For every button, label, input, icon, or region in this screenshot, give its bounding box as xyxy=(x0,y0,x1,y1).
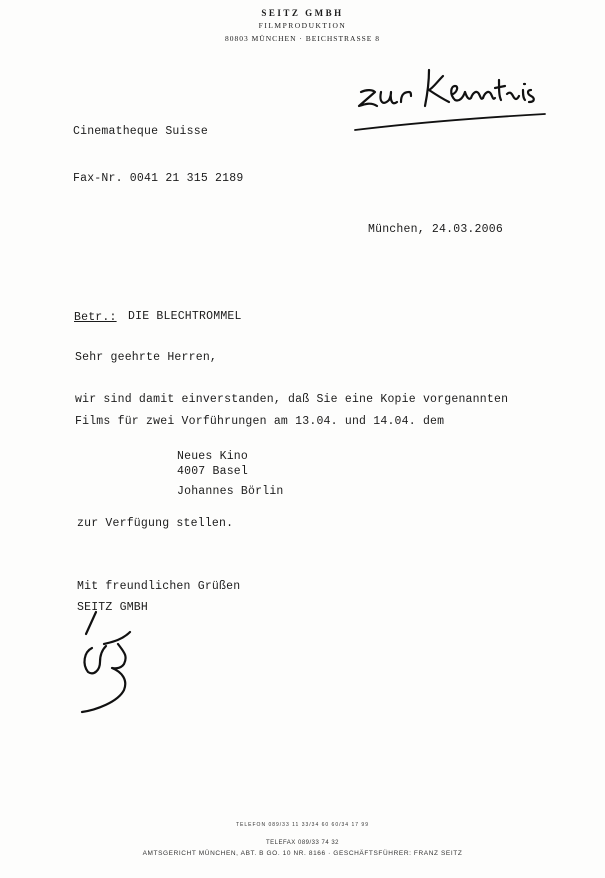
closing-company: SEITZ GMBH xyxy=(77,601,149,614)
footer-register: AMTSGERICHT MÜNCHEN, ABT. B GO. 10 NR. 8166 · GESCHÄFTSFÜHRER: FRANZ SEITZ xyxy=(142,850,463,857)
letterhead-subtitle: FILMPRODUKTION xyxy=(258,21,347,30)
recipient-name: Cinematheque Suisse xyxy=(73,125,208,138)
footer-telefax: TELEFAX 089/33 74 32 xyxy=(265,840,340,846)
subject-title: DIE BLECHTROMMEL xyxy=(128,310,242,323)
closing-greeting: Mit freundlichen Grüßen xyxy=(77,580,241,593)
subject-label: Betr.: xyxy=(74,311,117,324)
footer-telephone: TELEFON 089/33 11 33/34 60 60/34 17 99 xyxy=(236,822,369,828)
address-line-city: 4007 Basel xyxy=(177,465,249,478)
address-line-person: Johannes Börlin xyxy=(177,485,284,498)
body-line-2: Films für zwei Vorführungen am 13.04. und 14.04. dem xyxy=(75,415,445,428)
address-line-venue: Neues Kino xyxy=(177,450,249,463)
handwritten-note xyxy=(345,62,555,142)
body-closing-line: zur Verfügung stellen. xyxy=(77,517,234,530)
date-line: München, 24.03.2006 xyxy=(368,223,503,236)
recipient-fax: Fax-Nr. 0041 21 315 2189 xyxy=(73,172,244,185)
letterhead-company: SEITZ GMBH xyxy=(261,8,344,18)
signature xyxy=(78,612,158,712)
salutation: Sehr geehrte Herren, xyxy=(75,351,218,364)
letterhead-address: 80803 MÜNCHEN · BEICHSTRASSE 8 xyxy=(224,34,380,43)
body-line-1: wir sind damit einverstanden, daß Sie eine Kopie vorgenannten xyxy=(75,393,509,406)
